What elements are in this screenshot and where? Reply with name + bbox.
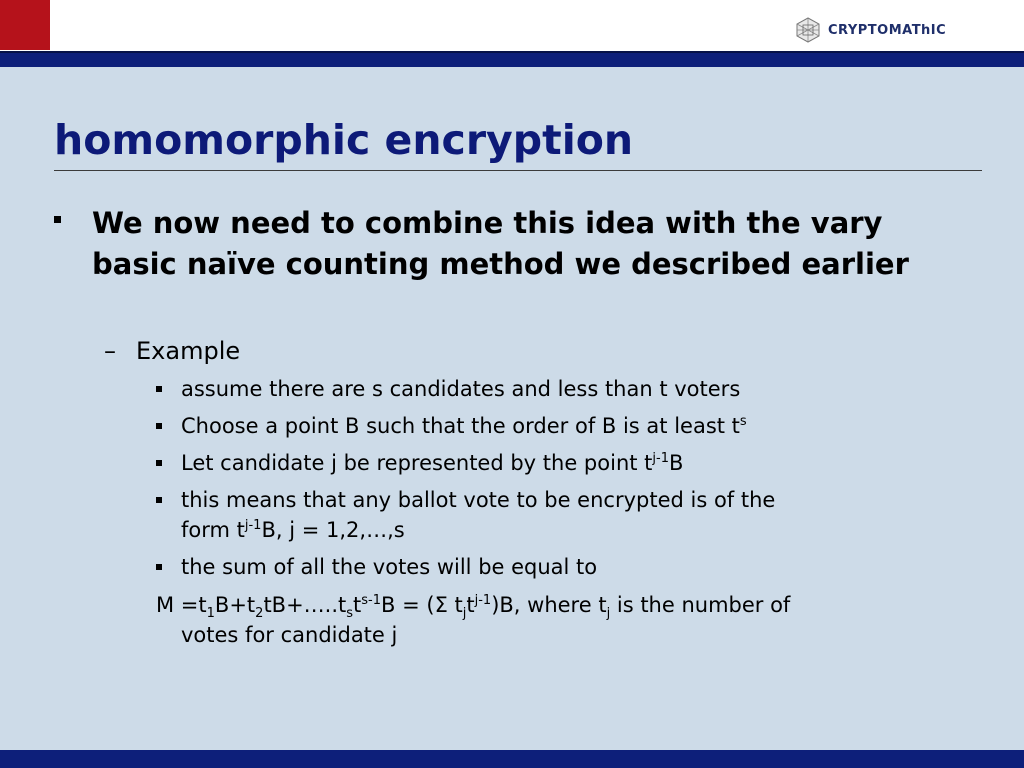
bottom-navy-bar <box>0 750 1024 768</box>
sub-bullet-text: Example <box>136 337 241 365</box>
red-corner-block <box>0 0 50 50</box>
main-bullet-text: We now need to combine this idea with the vary basic naïve counting method we described earlier <box>92 206 909 281</box>
list-item <box>156 552 976 582</box>
square-bullet-icon <box>156 564 162 570</box>
square-bullet-icon <box>156 460 162 466</box>
title-divider <box>54 170 982 171</box>
logo-text: CRYPTOMAThIC <box>828 22 947 38</box>
list-item-text: the sum of all the votes will be equal to <box>181 555 598 579</box>
sub-bullet-example <box>104 335 240 367</box>
formula-continuation: votes for candidate j <box>181 623 398 647</box>
list-item-text: assume there are s candidates and less than t voters <box>181 377 741 401</box>
slide-title: homomorphic encryption <box>54 116 634 164</box>
list-item <box>156 448 976 478</box>
cryptomathic-logo <box>794 16 946 44</box>
list-item <box>156 485 976 545</box>
top-bar-edge <box>0 51 1024 53</box>
list-item <box>156 411 976 441</box>
square-bullet-icon <box>156 423 162 429</box>
list-item <box>156 374 976 404</box>
square-bullet-icon <box>54 216 61 223</box>
dash-bullet-icon: – <box>104 337 116 365</box>
sum-formula: $M =t_1B+t_2tB+\dots..t_st^{s-1}B = (\Sigma$ $t_jt^{j-1})B$, where $t_j$ is the number of votes for candidate j <box>156 590 986 650</box>
list-item-text: Choose a point B such that the order of B is at least $t^s$ <box>181 414 747 438</box>
cube-logo-icon <box>794 16 822 44</box>
header <box>0 0 1024 52</box>
square-bullet-icon <box>156 497 162 503</box>
top-navy-bar <box>0 51 1024 67</box>
list-item-text: Let candidate j be represented by the point $t^{j-1}B$ <box>181 451 684 475</box>
list-item-text: this means that any ballot vote to be encrypted is of the form $t^{j-1}B$, j = 1,2,…,s <box>181 488 776 542</box>
square-bullet-icon <box>156 386 162 392</box>
